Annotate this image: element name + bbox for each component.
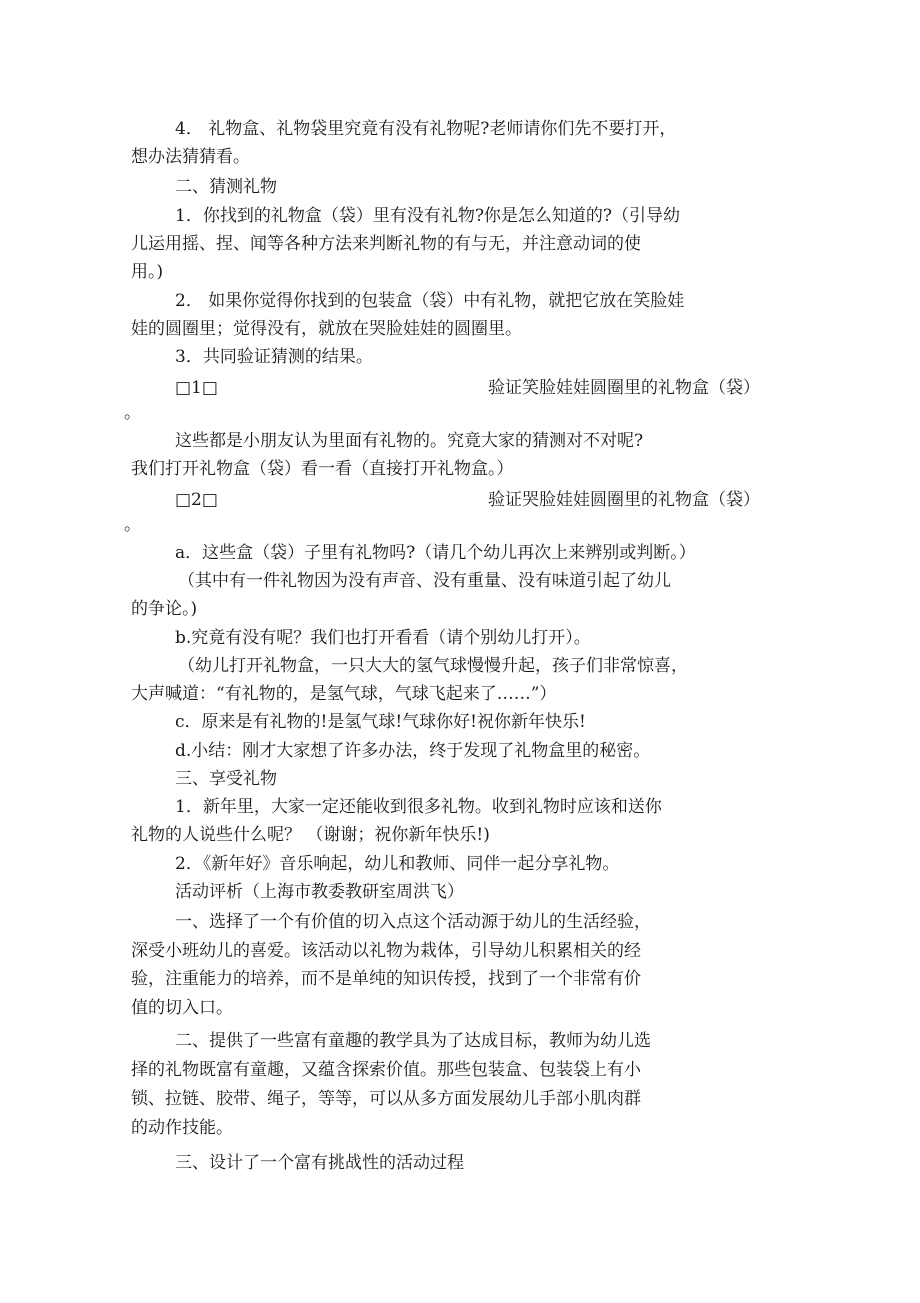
text-line: c．原来是有礼物的!是氢气球!气球你好!祝你新年快乐! xyxy=(175,712,586,732)
text-line: 的动作技能。 xyxy=(131,1118,233,1138)
text-line: 大声喊道：“有礼物的，是氢气球，气球飞起来了……”） xyxy=(131,684,557,704)
text-line: （幼儿打开礼物盒，一只大大的氢气球慢慢升起，孩子们非常惊喜， xyxy=(178,656,688,676)
text-line: 。 xyxy=(124,403,141,423)
text-line: 验证哭脸娃娃圆圈里的礼物盒（袋） xyxy=(488,490,760,510)
section-heading: 活动评析（上海市教委教研室周洪飞） xyxy=(175,882,464,902)
list-marker: □2□ xyxy=(175,490,218,510)
text-line: 1．你找到的礼物盒（袋）里有没有礼物?你是怎么知道的?（引导幼 xyxy=(175,206,681,226)
text-line: 用。) xyxy=(131,262,164,282)
text-line: 验，注重能力的培养，而不是单纯的知识传授，找到了一个非常有价 xyxy=(131,969,641,989)
text-line: 深受小班幼儿的喜爱。该活动以礼物为栽体，引导幼儿积累相关的经 xyxy=(131,941,641,961)
text-line: 我们打开礼物盒（袋）看一看（直接打开礼物盒。） xyxy=(131,459,514,479)
text-line: 二、提供了一些富有童趣的教学具为了达成目标，教师为幼儿选 xyxy=(175,1031,651,1051)
text-line: 值的切入口。 xyxy=(131,998,233,1018)
text-line: 想办法猜猜看。 xyxy=(131,147,250,167)
text-line: 一、选择了一个有价值的切入点这个活动源于幼儿的生活经验， xyxy=(175,912,651,932)
text-line: 锁、拉链、胶带、绳子，等等，可以从多方面发展幼儿手部小肌肉群 xyxy=(131,1089,641,1109)
text-line: 儿运用摇、捏、闻等各种方法来判断礼物的有与无，并注意动词的使 xyxy=(131,234,641,254)
text-line: 这些都是小朋友认为里面有礼物的。究竟大家的猜测对不对呢? xyxy=(175,431,644,451)
text-line: a．这些盒（袋）子里有礼物吗?（请几个幼儿再次上来辨别或判断。） xyxy=(175,543,696,563)
section-heading: 三、设计了一个富有挑战性的活动过程 xyxy=(175,1153,464,1173)
text-line: 礼物的人说些什么呢？ （谢谢；祝你新年快乐!) xyxy=(131,825,490,845)
text-line: 验证笑脸娃娃圆圈里的礼物盒（袋） xyxy=(488,378,760,398)
list-marker: □1□ xyxy=(175,378,218,398)
text-line: b.究竟有没有呢？我们也打开看看（请个别幼儿打开）。 xyxy=(175,628,591,648)
text-line: 4． 礼物盒、礼物袋里究竟有没有礼物呢?老师请你们先不要打开， xyxy=(175,119,677,139)
text-line: 择的礼物既富有童趣，又蕴含探索价值。那些包装盒、包装袋上有小 xyxy=(131,1060,641,1080)
text-line: 。 xyxy=(124,515,141,535)
text-line: 2．《新年好》音乐响起，幼儿和教师、同伴一起分享礼物。 xyxy=(175,854,620,874)
text-line: 娃的圆圈里；觉得没有，就放在哭脸娃娃的圆圈里。 xyxy=(131,319,522,339)
section-heading: 二、猜测礼物 xyxy=(175,177,277,197)
text-line: 的争论。) xyxy=(131,599,198,619)
text-line: 2． 如果你觉得你找到的包装盒（袋）中有礼物，就把它放在笑脸娃 xyxy=(175,291,685,311)
text-line: 1．新年里，大家一定还能收到很多礼物。收到礼物时应该和送你 xyxy=(175,797,662,817)
section-heading: 三、享受礼物 xyxy=(175,769,277,789)
text-line: d.小结：刚才大家想了许多办法，终于发现了礼物盒里的秘密。 xyxy=(175,741,651,761)
text-line: 3．共同验证猜测的结果。 xyxy=(175,347,373,367)
text-line: （其中有一件礼物因为没有声音、没有重量、没有味道引起了幼儿 xyxy=(178,571,671,591)
